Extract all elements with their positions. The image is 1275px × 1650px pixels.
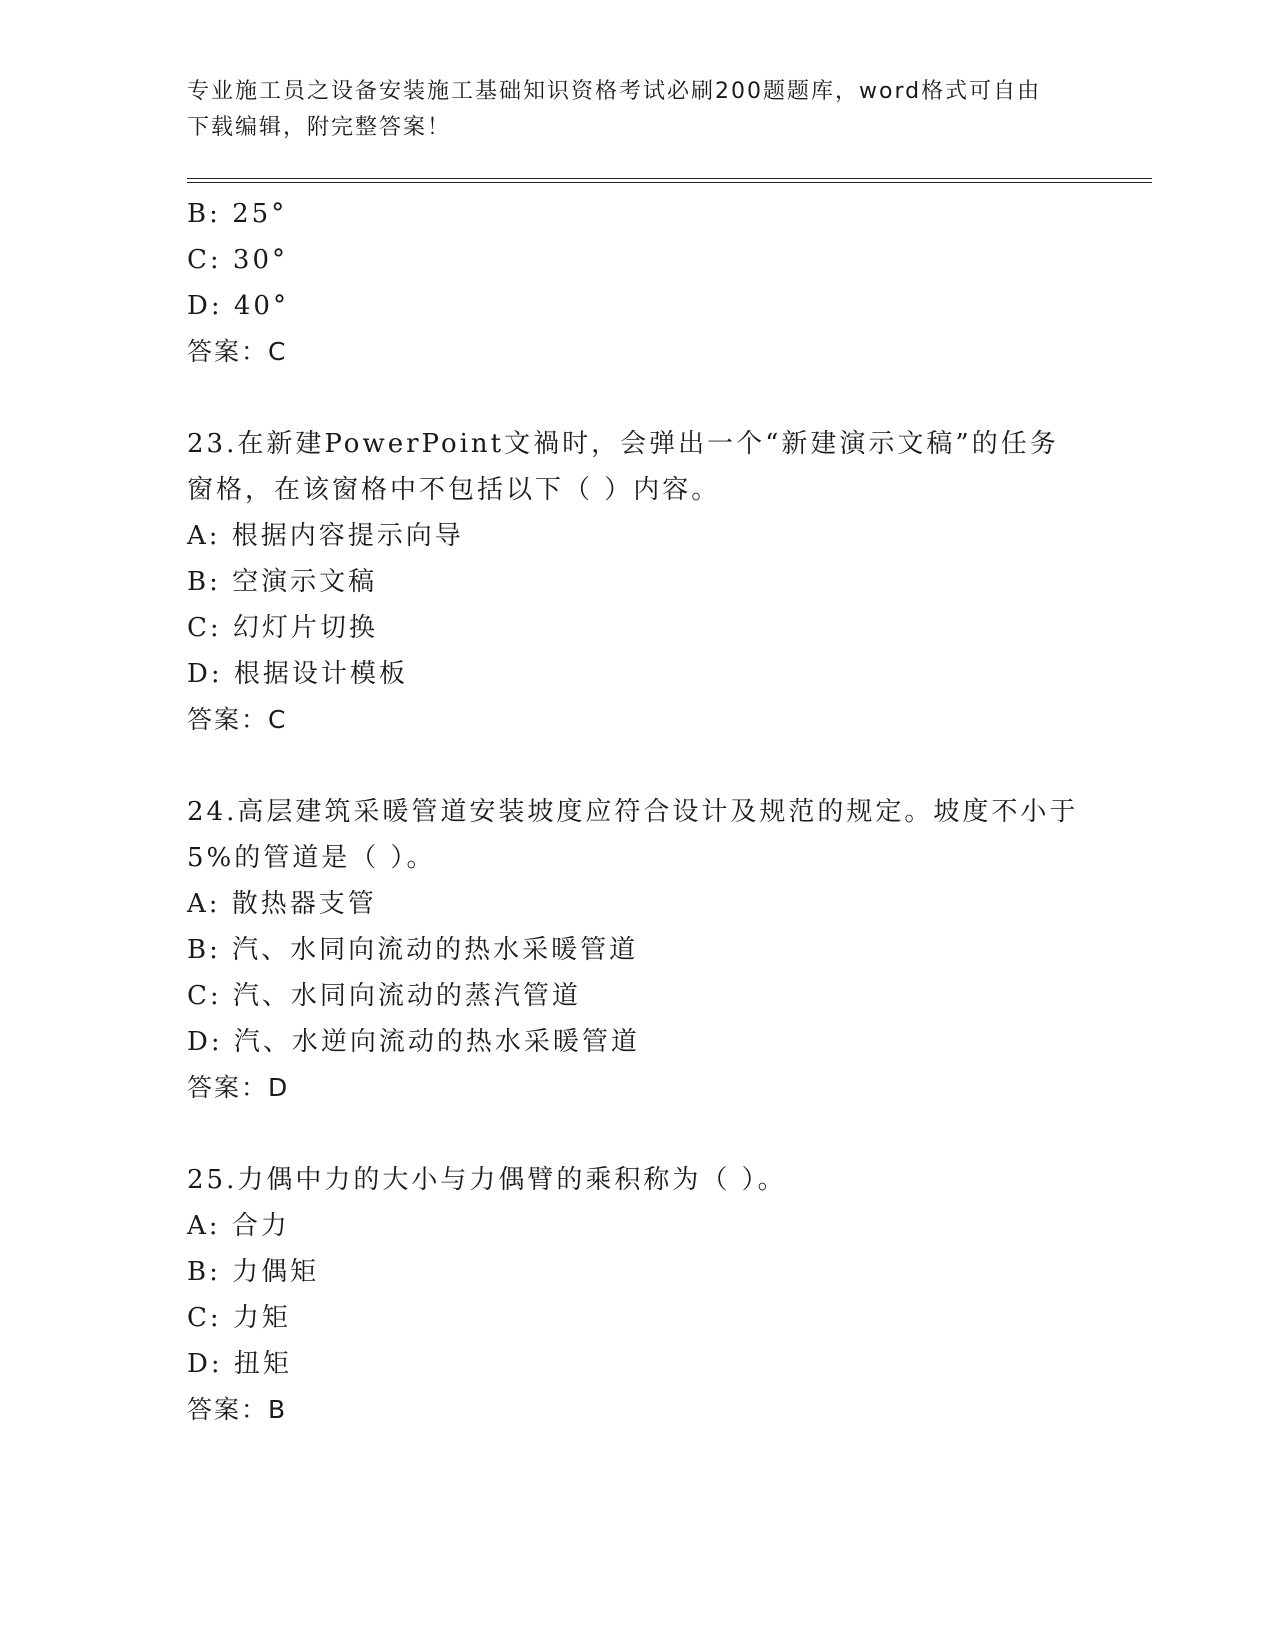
header-divider-top — [187, 178, 1152, 179]
question-list — [187, 191, 1147, 1433]
answer-line: 答案：B — [187, 1395, 288, 1424]
option-b: B: 力偶矩 — [187, 1257, 320, 1287]
option-d: D: 根据设计模板 — [187, 659, 408, 689]
option-b: B: 25° — [187, 199, 288, 229]
option-c: C: 力矩 — [187, 1303, 291, 1333]
document-header — [187, 74, 1067, 146]
option-d: D: 40° — [187, 291, 289, 321]
option-b: B: 空演示文稿 — [187, 567, 378, 597]
question-stem-line: 23.在新建PowerPoint文禍时，会弹出一个“新建演示文稿”的任务 — [187, 429, 1059, 459]
answer-line: 答案：D — [187, 1073, 290, 1102]
answer-line: 答案：C — [187, 337, 288, 366]
header-title-line-2: 下载编辑，附完整答案！ — [187, 115, 452, 140]
option-a: A: 合力 — [187, 1211, 290, 1241]
question-22-continuation — [187, 191, 1147, 375]
option-c: C: 汽、水同向流动的蒸汽管道 — [187, 981, 581, 1011]
question-23 — [187, 421, 1147, 743]
header-title-line-1: 专业施工员之设备安装施工基础知识资格考试必刷200题题库，word格式可自由 — [187, 79, 1042, 104]
option-b: B: 汽、水同向流动的热水采暖管道 — [187, 935, 639, 965]
option-a: A: 根据内容提示向导 — [187, 521, 464, 551]
spacer — [187, 743, 1147, 789]
option-c: C: 幻灯片切换 — [187, 613, 378, 643]
question-stem-line: 24.高层建筑采暖管道安装坡度应符合设计及规范的规定。坡度不小于 — [187, 797, 1079, 827]
question-25 — [187, 1157, 1147, 1433]
header-divider-bottom — [187, 182, 1152, 183]
option-d: D: 汽、水逆向流动的热水采暖管道 — [187, 1027, 640, 1057]
option-d: D: 扭矩 — [187, 1349, 292, 1379]
spacer — [187, 375, 1147, 421]
spacer — [187, 1111, 1147, 1157]
option-a: A: 散热器支管 — [187, 889, 377, 919]
option-c: C: 30° — [187, 245, 289, 275]
question-stem-line: 5%的管道是（ ）。 — [187, 843, 436, 873]
question-stem-line: 窗格，在该窗格中不包括以下（ ）内容。 — [187, 475, 721, 505]
answer-line: 答案：C — [187, 705, 288, 734]
question-stem-line: 25.力偶中力的大小与力偶臂的乘积称为（ ）。 — [187, 1165, 787, 1195]
question-24 — [187, 789, 1147, 1111]
